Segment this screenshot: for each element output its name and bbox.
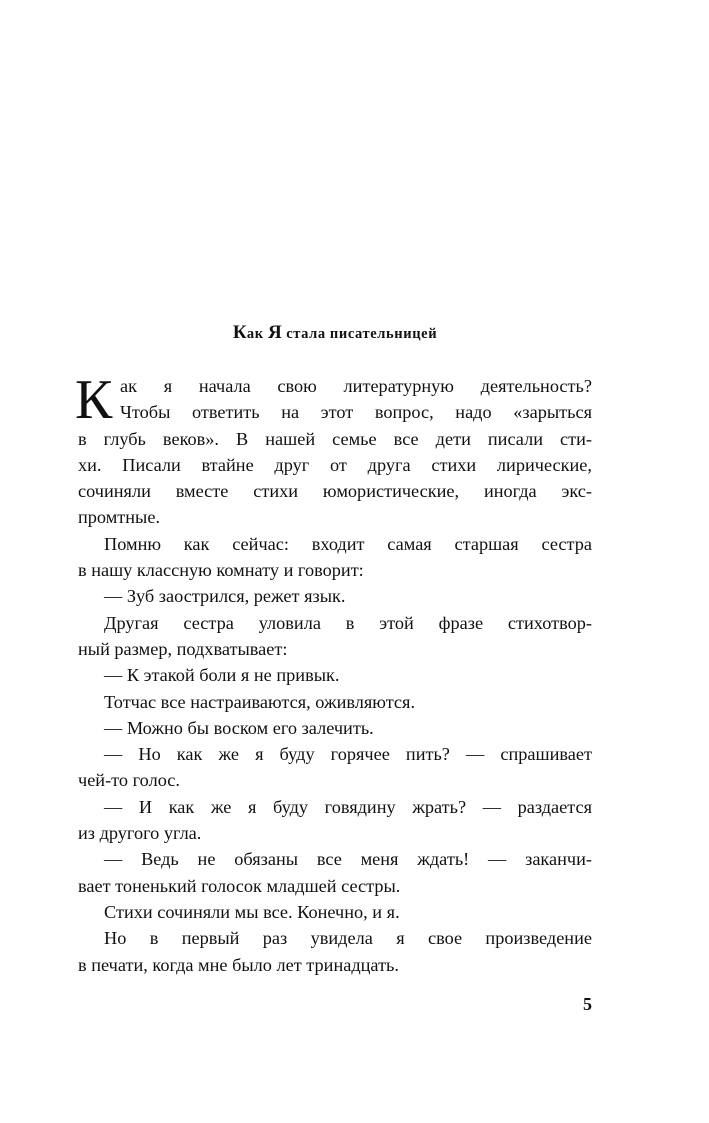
- text-line: чей-то голос.: [78, 770, 180, 791]
- dialogue-line: — Зуб заострился, режет язык.: [104, 586, 346, 607]
- dialogue-line: — К этакой боли я не привык.: [104, 665, 340, 686]
- text-line: из другого угла.: [78, 823, 202, 844]
- text-line: Другая сестра уловила в этой фразе стихотвор-: [104, 612, 592, 633]
- chapter-title-initial: К: [232, 322, 247, 343]
- chapter-title-ya: Я: [267, 322, 282, 343]
- chapter-title: [78, 320, 592, 347]
- drop-cap: К: [75, 369, 113, 431]
- text-line: в печати, когда мне было лет тринадцать.: [78, 954, 399, 975]
- dialogue-line: — Можно бы воском его залечить.: [104, 717, 374, 738]
- text-line: в нашу классную комнату и говорит:: [78, 560, 364, 581]
- text-line: ак я начала свою литературную деятельность?: [120, 376, 592, 396]
- text-line: промтные.: [78, 507, 161, 528]
- dialogue-line: — Ведь не обязаны все меня ждать! — заканчи-: [104, 849, 592, 870]
- page-content: [75, 320, 592, 978]
- text-line: сочиняли вместе стихи юмористические, иногда экс-: [78, 481, 592, 502]
- text-line: Чтобы ответить на этот вопрос, надо «зарыться: [120, 402, 592, 423]
- text-line: хи. Писали втайне друг от друга стихи лирические,: [78, 454, 592, 475]
- body-text: [75, 369, 592, 978]
- dialogue-line: — И как же я буду говядину жрать? — раздается: [104, 796, 592, 817]
- text-line: Тотчас все настраиваются, оживляются.: [104, 691, 416, 712]
- chapter-title-part: ак: [246, 326, 268, 342]
- text-line: ный размер, подхватывает:: [78, 638, 288, 659]
- first-paragraph: [75, 369, 592, 531]
- text-line: Помню как сейчас: входит самая старшая сестра: [104, 533, 592, 554]
- text-line: Но в первый раз увидела я свое произведение: [104, 928, 592, 949]
- text-line: вает тоненький голосок младшей сестры.: [78, 875, 401, 896]
- dialogue-line: — Но как же я буду горячее пить? — спрашивает: [104, 744, 592, 765]
- text-line: в глубь веков». В нашей семье все дети писали сти-: [78, 428, 592, 449]
- chapter-title-rest: стала писательницей: [281, 326, 438, 342]
- page-number: 5: [583, 994, 592, 1014]
- text-line: Стихи сочиняли мы все. Конечно, и я.: [104, 901, 400, 922]
